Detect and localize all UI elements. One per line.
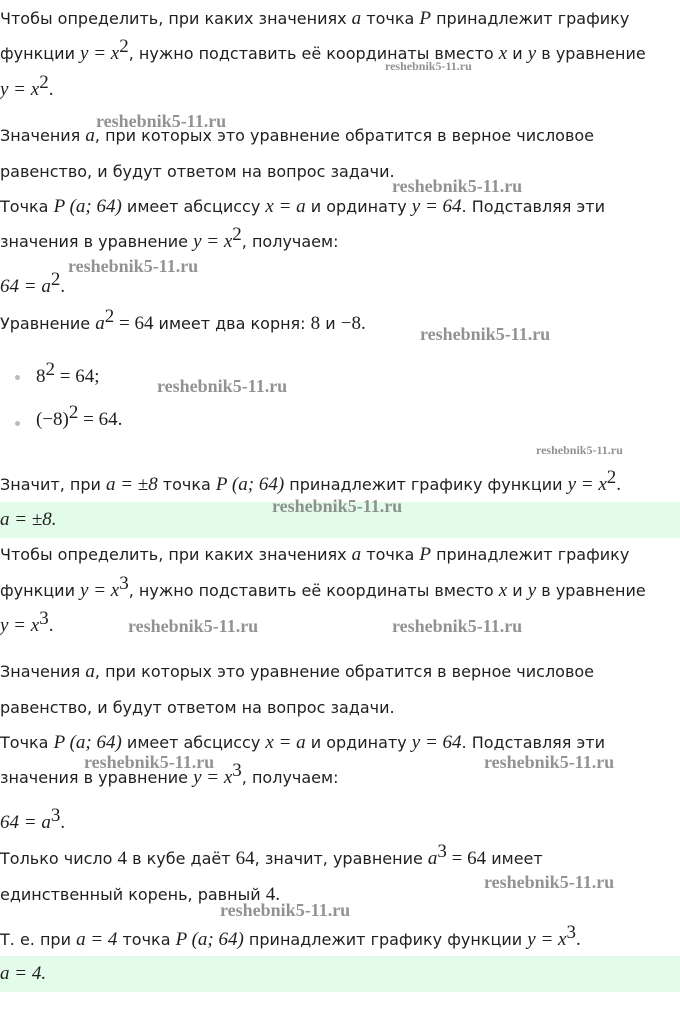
p2-line-6 [0, 732, 605, 754]
math-root: −8 [340, 313, 361, 334]
math-eq: a = 4 [76, 929, 118, 950]
exp: 2 [104, 306, 115, 327]
math-eq: y = x [527, 929, 567, 950]
math-eq: y = x [193, 231, 233, 252]
text: в уравнение [536, 581, 646, 600]
exp: 2 [606, 467, 617, 488]
text: , значит, уравнение [254, 849, 428, 868]
text: Чтобы определить, при каких значениях [0, 545, 352, 564]
text: значения в уравнение [0, 232, 194, 251]
watermark: reshebnik5-11.ru [385, 59, 472, 73]
text: равенство, и будут ответом на вопрос задачи. [0, 162, 395, 181]
math-eq: y = 64 [411, 732, 462, 753]
text: . Подставляя эти [461, 733, 606, 752]
text: . Подставляя эти [461, 197, 606, 216]
text: имеет абсциссу [121, 733, 266, 752]
p2-line-11: Т. е. при a = 4 точка P (a; 64) принадлежит графику функции $y = x^3$. [0, 922, 581, 950]
math-point: P (a; 64) [53, 196, 122, 217]
math: (−8) [36, 409, 69, 430]
text: принадлежит графику [430, 545, 630, 564]
answer-text: a = ±8. [0, 509, 57, 530]
math-point: P (a; 64) [215, 474, 285, 495]
p1-line-2 [0, 36, 646, 65]
list-bullet [15, 421, 20, 426]
text: , получаем: [241, 768, 339, 787]
math-eq: a = ±8 [105, 474, 158, 495]
math: 64 [235, 848, 255, 869]
math: 4 [117, 848, 128, 869]
text: Значения [0, 126, 86, 145]
text: в уравнение [536, 44, 646, 63]
text: Чтобы определить, при каких значениях [0, 9, 352, 28]
math-y: y [527, 43, 537, 64]
math-P: P [419, 544, 431, 565]
text: равенство, и будут ответом на вопрос задачи. [0, 698, 395, 717]
text: Значения [0, 662, 86, 681]
math-a: a [427, 848, 438, 869]
math-x: x [498, 580, 508, 601]
math: 8 [36, 366, 46, 387]
math: = 64; [55, 366, 100, 387]
math-point: P (a; 64) [53, 732, 122, 753]
answer-text: a = 4. [0, 963, 47, 984]
text: , при которых это уравнение обратится в верное числовое [94, 662, 595, 681]
text: и ординату [305, 197, 412, 216]
exp: 3 [232, 760, 242, 781]
p1-line-5 [0, 161, 395, 183]
text: и ординату [305, 733, 412, 752]
text: Точка [0, 733, 54, 752]
text: имеет [486, 849, 543, 868]
text: единственный корень, равный [0, 885, 266, 904]
watermark: reshebnik5-11.ru [484, 752, 615, 772]
text: , нужно подставить её координаты вместо [128, 581, 499, 600]
p1-line-3: $y = x^2$. [0, 72, 54, 100]
p2-line-8-eq: $64 = a^3$. [0, 805, 66, 833]
watermark: reshebnik5-11.ru [484, 872, 615, 892]
watermark: reshebnik5-11.ru [420, 324, 551, 344]
text: точка [361, 545, 420, 564]
math: 4 [265, 884, 276, 905]
watermark: reshebnik5-11.ru [392, 616, 523, 636]
text: имеет абсциссу [121, 197, 266, 216]
watermark: reshebnik5-11.ru [272, 496, 403, 516]
math-eq: y = x [80, 43, 120, 64]
watermark: reshebnik5-11.ru [157, 376, 288, 396]
math-point: P (a; 64) [175, 929, 244, 950]
math: = 64. [78, 409, 123, 430]
math-y: y [527, 580, 537, 601]
watermark: reshebnik5-11.ru [96, 111, 227, 131]
p2-line-2 [0, 573, 646, 602]
p1-line-4 [0, 125, 594, 147]
exp: 2 [68, 402, 79, 423]
math-eq: 64 = a [0, 276, 51, 297]
math-P: P [419, 8, 431, 29]
text: функции [0, 581, 81, 600]
math-eq: y = x [0, 615, 40, 636]
text: , нужно подставить её координаты вместо [128, 44, 499, 63]
p1-line-7 [0, 224, 339, 253]
text: , при которых это уравнение обратится в верное числовое [94, 126, 595, 145]
math-eq: x = a [265, 196, 306, 217]
exp: 3 [437, 841, 447, 862]
watermark: reshebnik5-11.ru [68, 256, 199, 276]
exp: 2 [39, 72, 49, 93]
math-eq: y = x [0, 79, 40, 100]
exp: 2 [45, 359, 55, 380]
math-a: a [85, 125, 95, 146]
exp: 3 [39, 608, 49, 629]
text: , получаем: [241, 232, 339, 251]
watermark: reshebnik5-11.ru [536, 443, 623, 457]
text: Т. е. при [0, 930, 77, 949]
math-a: a [85, 661, 95, 682]
math-x: x [498, 43, 508, 64]
watermark: reshebnik5-11.ru [220, 900, 351, 920]
text: имеет два корня: [153, 314, 311, 333]
text: в кубе даёт [127, 849, 236, 868]
text: точка [157, 475, 216, 494]
math-eq: y = 64 [411, 196, 462, 217]
text: и [507, 581, 528, 600]
list-item-2 [36, 402, 123, 431]
text: Точка [0, 197, 54, 216]
watermark: reshebnik5-11.ru [84, 752, 215, 772]
text: функции [0, 44, 81, 63]
text: точка [361, 9, 420, 28]
p2-line-10-root: единственный корень, равный 4. [0, 884, 280, 905]
math-eq: x = a [265, 732, 306, 753]
p1-line-6 [0, 196, 605, 218]
math-a: a [351, 8, 362, 29]
math-root: 8 [310, 313, 321, 334]
list-item-1 [36, 359, 100, 388]
math-eq: = 64 [446, 848, 487, 869]
text: принадлежит графику функции [284, 475, 568, 494]
text: и [320, 314, 341, 333]
math-eq: y = x [567, 474, 607, 495]
list-bullet [15, 375, 20, 380]
answer-box-2 [0, 956, 680, 992]
text: принадлежит графику функции [243, 930, 528, 949]
math-a: a [351, 544, 362, 565]
watermark: reshebnik5-11.ru [128, 616, 259, 636]
p1-line-1 [0, 8, 629, 30]
math-eq: y = x [80, 580, 120, 601]
p2-line-5 [0, 697, 395, 719]
text: Значит, при [0, 475, 106, 494]
p1-line-9: Уравнение $a^2 = 64$ имеет два корня: 8 и −8. [0, 306, 366, 334]
p1-line-10: Значит, при a = ±8 точка P (a; 64) принадлежит графику функции $y = x^2$. [0, 467, 622, 495]
text: точка [117, 930, 176, 949]
text: и [507, 44, 528, 63]
text: значения в уравнение [0, 768, 194, 787]
exp: 3 [566, 922, 576, 943]
math-eq: = 64 [114, 313, 154, 334]
text: Только число [0, 849, 118, 868]
p2-line-9-only [0, 841, 543, 870]
exp: 2 [232, 224, 242, 245]
text: Уравнение [0, 314, 96, 333]
p2-line-3: $y = x^3$. [0, 608, 54, 636]
exp: 3 [50, 805, 61, 826]
exp: 2 [50, 269, 61, 290]
math-eq: y = x [193, 767, 233, 788]
text: принадлежит графику [430, 9, 630, 28]
p2-line-1 [0, 544, 629, 566]
p2-line-4 [0, 661, 594, 683]
exp: 3 [119, 573, 129, 594]
p1-line-8: $64 = a^2$. [0, 269, 66, 297]
math-eq: 64 = a [0, 812, 51, 833]
math-a: a [95, 313, 105, 334]
watermark: reshebnik5-11.ru [392, 176, 523, 196]
exp: 2 [119, 36, 129, 57]
